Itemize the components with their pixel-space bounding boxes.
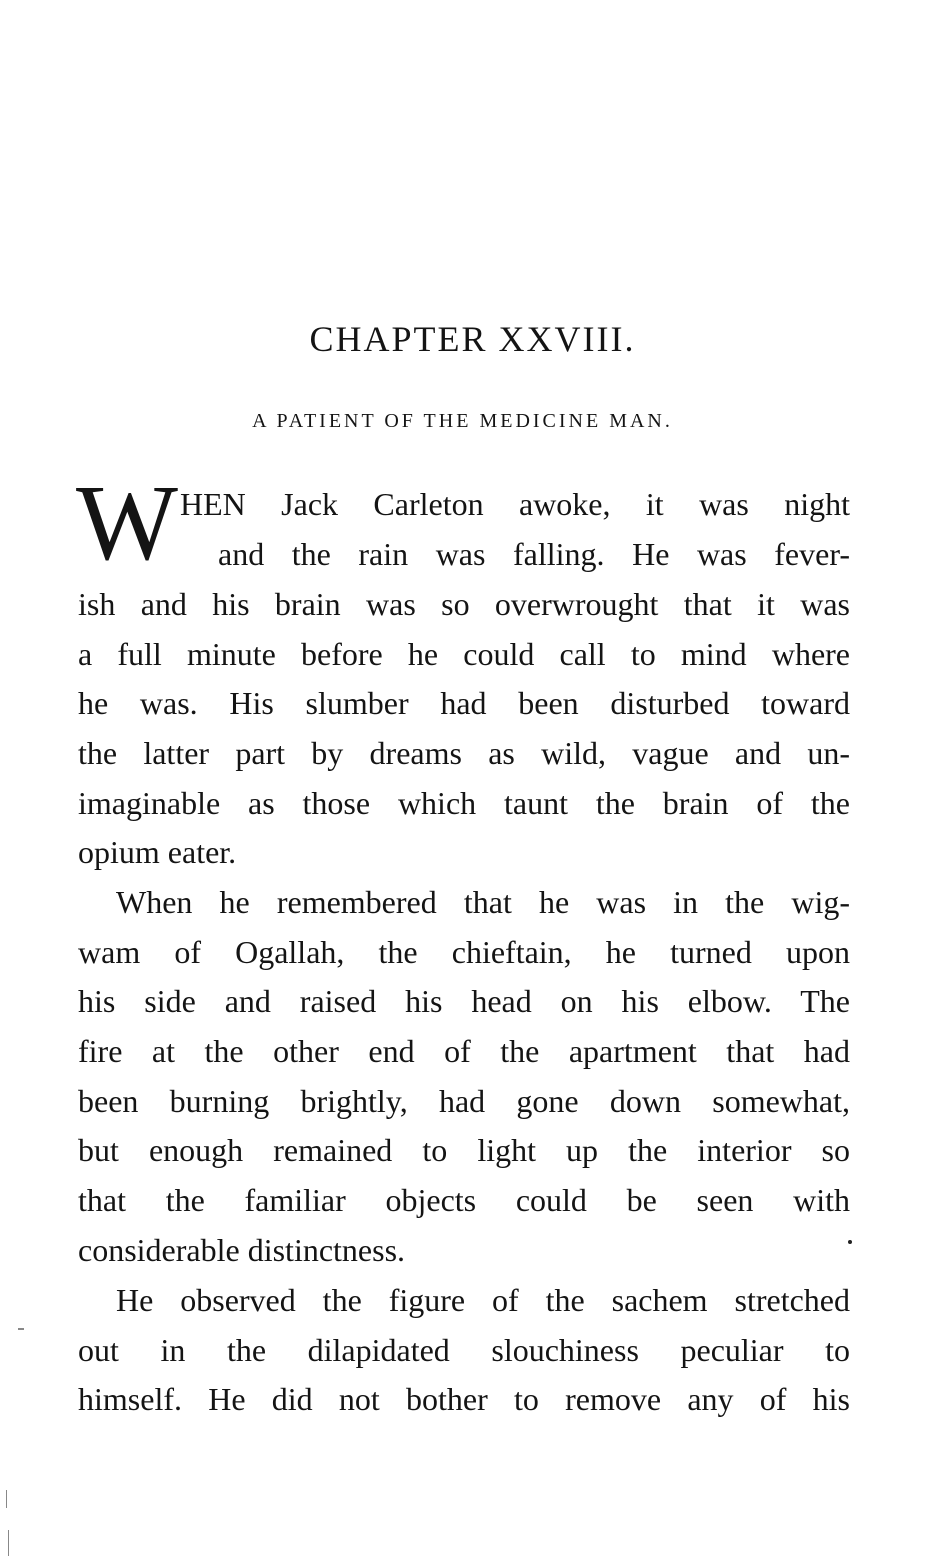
- text-line: he was. His slumber had been disturbed toward: [78, 685, 850, 722]
- text-line: imaginable as those which taunt the brain of the: [78, 784, 850, 821]
- text-line: and the rain was falling. He was fever-: [218, 536, 850, 572]
- text-line: opium eater.: [78, 834, 237, 871]
- text-line: the latter part by dreams as wild, vague and un-: [78, 735, 850, 772]
- text-line: been burning brightly, had gone down somewhat,: [78, 1082, 850, 1119]
- text-line: but enough remained to light up the interior so: [78, 1132, 850, 1169]
- text-line: fire at the other end of the apartment that had: [78, 1033, 850, 1070]
- paragraph-1-body: [78, 580, 850, 878]
- scan-mark: [6, 1490, 7, 1508]
- paragraph-1-line-1: [180, 480, 850, 530]
- text-line: himself. He did not bother to remove any of his: [78, 1381, 850, 1418]
- paragraph-2: [78, 878, 850, 1276]
- paragraph-1-line-2: [218, 530, 850, 580]
- text-line: When he remembered that he was in the wig-: [116, 884, 850, 920]
- text-line: considerable distinctness.: [78, 1231, 406, 1268]
- text-line: out in the dilapidated slouchiness peculiar to: [78, 1331, 850, 1368]
- text-line: a full minute before he could call to mind where: [78, 635, 850, 672]
- text-line: He observed the figure of the sachem stretched: [116, 1282, 850, 1318]
- scan-mark: [18, 1328, 24, 1330]
- drop-cap: W: [76, 464, 178, 583]
- text-line: his side and raised his head on his elbow. The: [78, 983, 850, 1020]
- text-line: HEN Jack Carleton awoke, it was night: [180, 486, 850, 522]
- scan-mark: [8, 1530, 9, 1556]
- text-line: ish and his brain was so overwrought that it was: [78, 586, 850, 622]
- chapter-title: CHAPTER XXVIII.: [309, 319, 636, 359]
- text-line: wam of Ogallah, the chieftain, he turned upon: [78, 933, 850, 970]
- scan-mark: [848, 1240, 852, 1244]
- chapter-subtitle: A PATIENT OF THE MEDICINE MAN.: [252, 410, 673, 432]
- text-line: that the familiar objects could be seen with: [78, 1182, 850, 1219]
- paragraph-3: [78, 1276, 850, 1425]
